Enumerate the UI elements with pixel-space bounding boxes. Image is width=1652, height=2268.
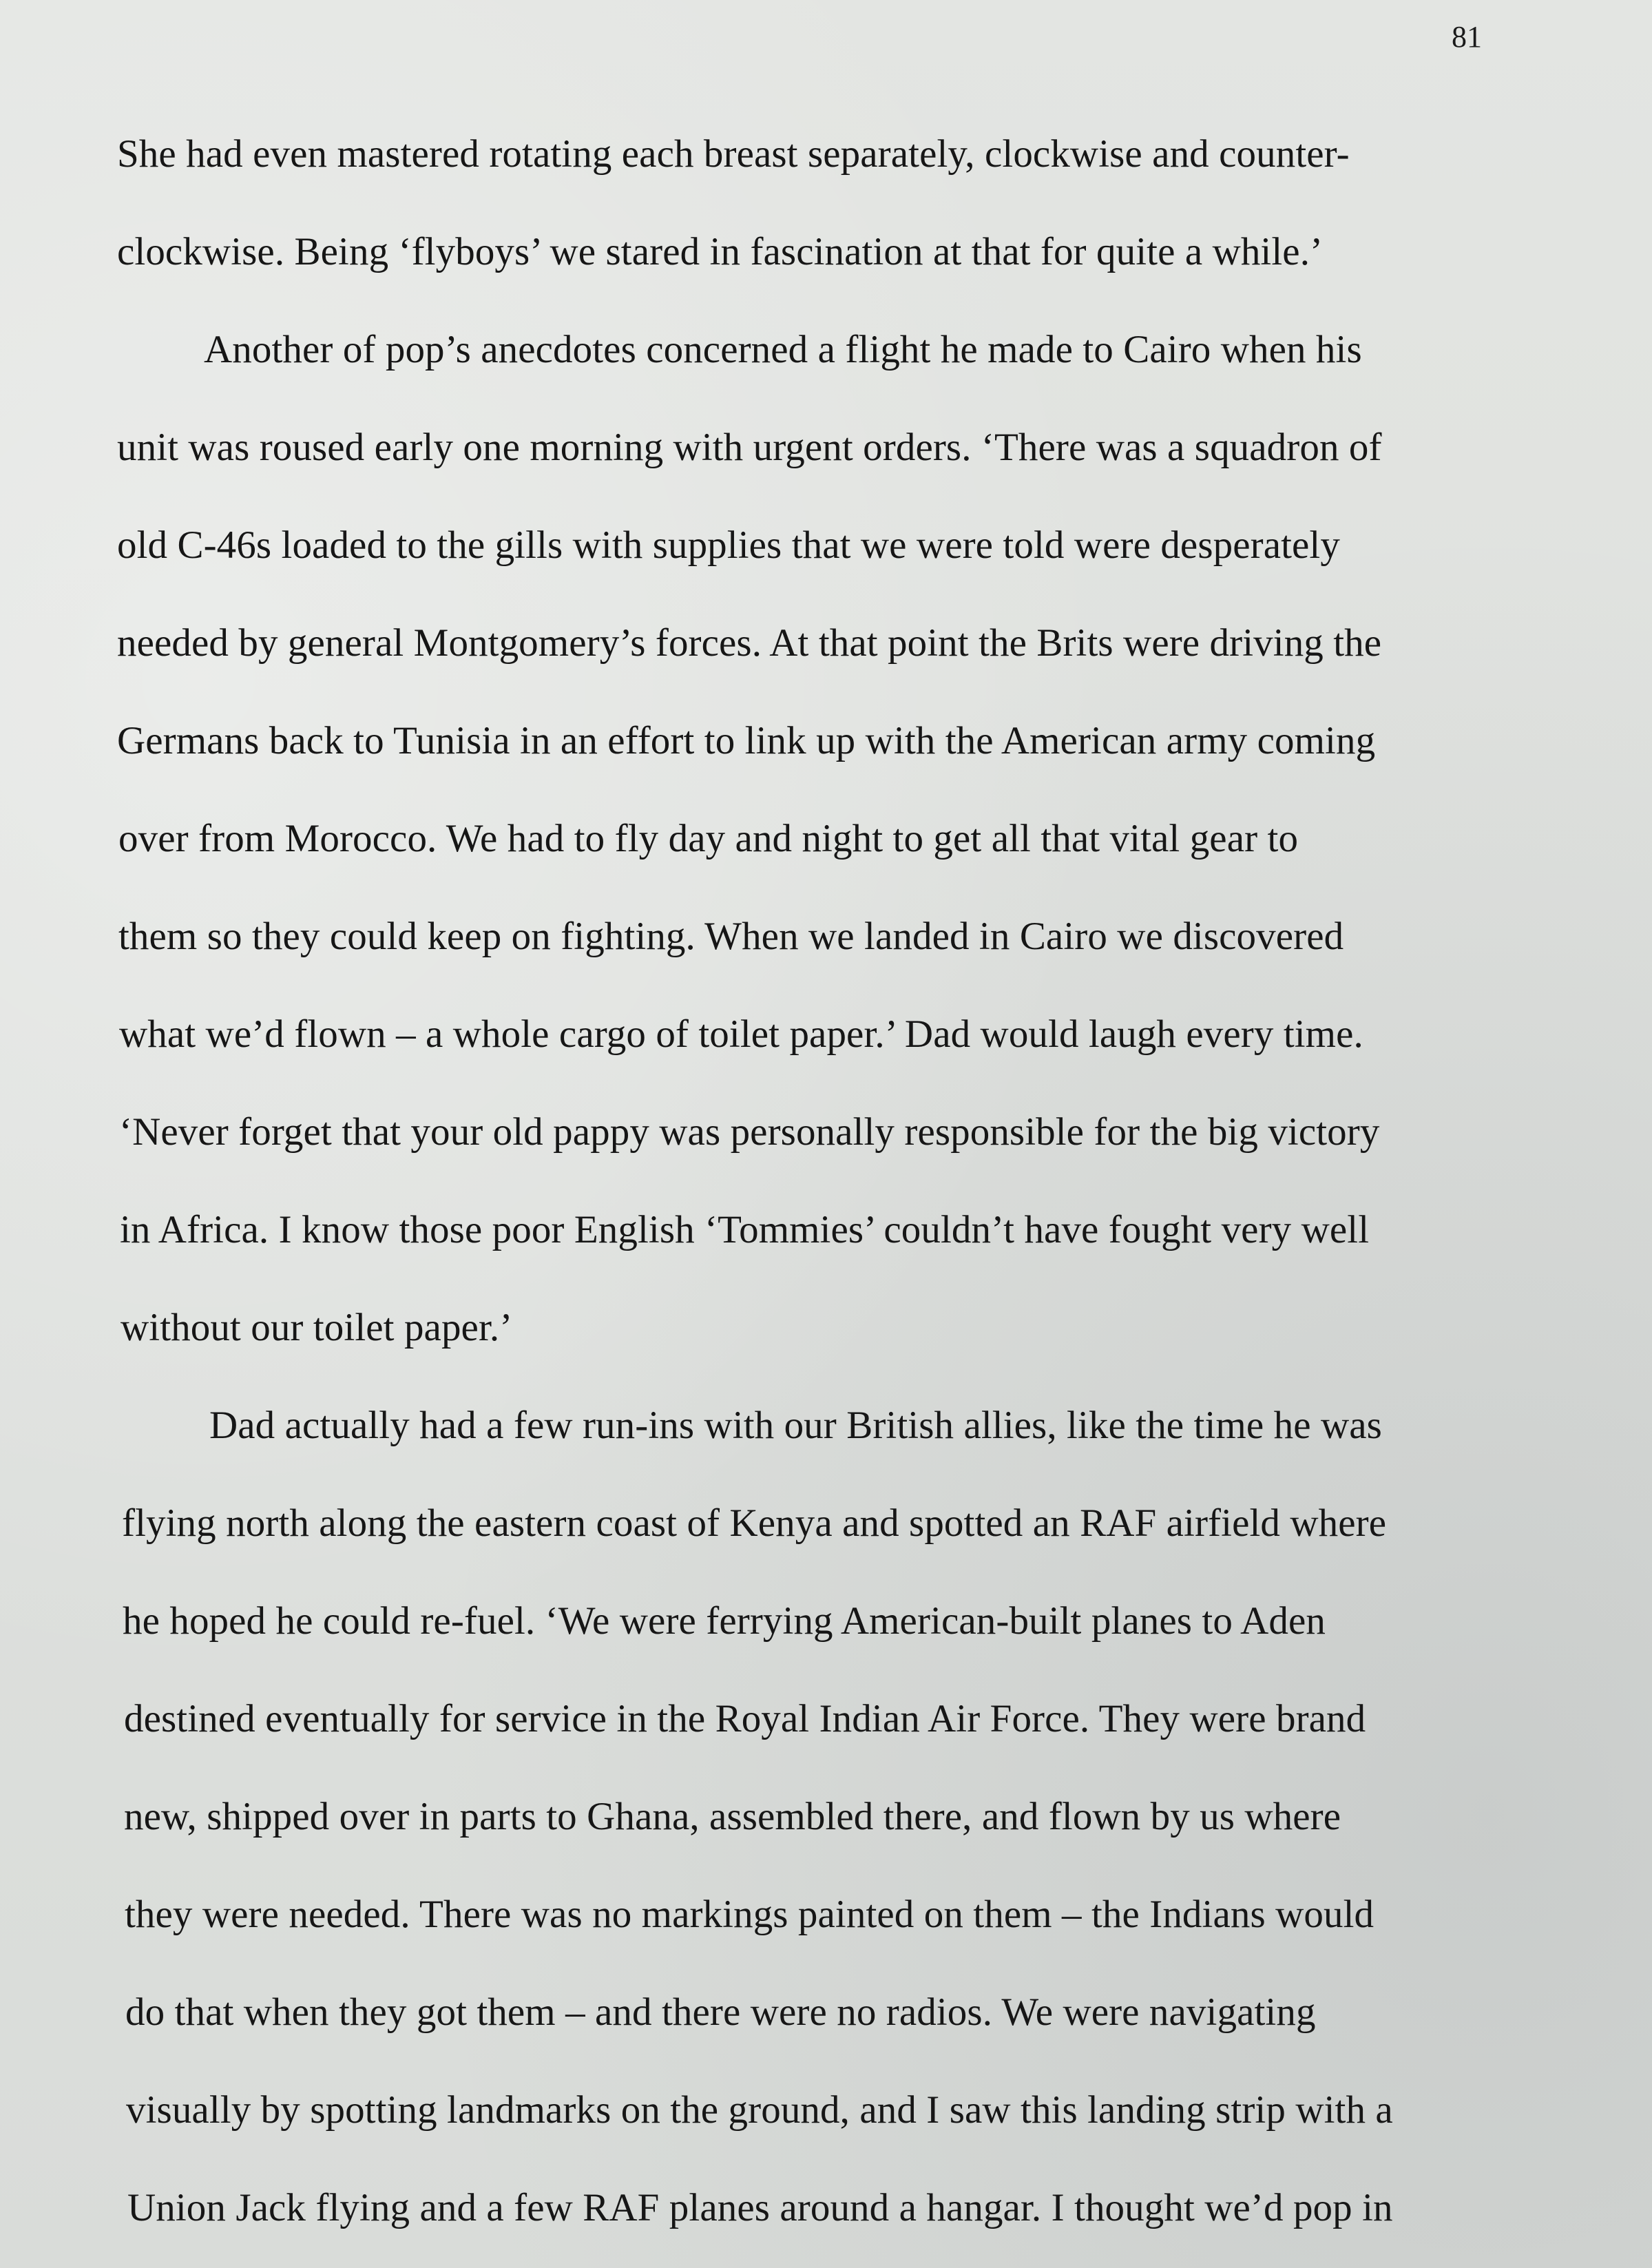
text-line: they were needed. There was no markings painted on them – the Indians would [125,1893,1374,1936]
text-line: over from Morocco. We had to fly day and night to get all that vital gear to [118,817,1299,860]
text-line: old C-46s loaded to the gills with supplies that we were told were desperately [117,523,1340,567]
text-line: what we’d flown – a whole cargo of toilet paper.’ Dad would laugh every time. [119,1012,1363,1056]
text-line: in Africa. I know those poor English ‘Tommies’ couldn’t have fought very well [120,1208,1370,1251]
page-number: 81 [1452,20,1482,54]
text-line: visually by spotting landmarks on the ground, and I saw this landing strip with a [126,2088,1393,2132]
text-line: do that when they got them – and there were no radios. We were navigating [125,1990,1316,2034]
text-line: them so they could keep on fighting. When we landed in Cairo we discovered [118,915,1344,958]
paragraph-first-line: Another of pop’s anecdotes concerned a flight he made to Cairo when his [204,328,1362,371]
text-line: unit was roused early one morning with urgent orders. ‘There was a squadron of [117,426,1382,469]
text-line: ‘Never forget that your old pappy was personally responsible for the big victory [119,1110,1380,1154]
text-line: he hoped he could re-fuel. ‘We were ferrying American-built planes to Aden [123,1599,1326,1643]
text-line: Germans back to Tunisia in an effort to link up with the American army coming [117,719,1376,762]
text-line: without our toilet paper.’ [121,1306,513,1349]
text-line: Union Jack flying and a few RAF planes around a hangar. I thought we’d pop in [127,2186,1393,2229]
text-line: flying north along the eastern coast of Kenya and spotted an RAF airfield where [122,1501,1387,1545]
text-line: She had even mastered rotating each breast separately, clockwise and counter- [117,132,1350,176]
text-line: needed by general Montgomery’s forces. At that point the Brits were driving the [117,621,1382,665]
text-line: new, shipped over in parts to Ghana, assembled there, and flown by us where [124,1795,1341,1838]
paragraph-first-line: Dad actually had a few run-ins with our British allies, like the time he was [209,1404,1382,1447]
text-line: clockwise. Being ‘flyboys’ we stared in fascination at that for quite a while.’ [117,230,1324,273]
text-line: destined eventually for service in the Royal Indian Air Force. They were brand [124,1697,1366,1740]
